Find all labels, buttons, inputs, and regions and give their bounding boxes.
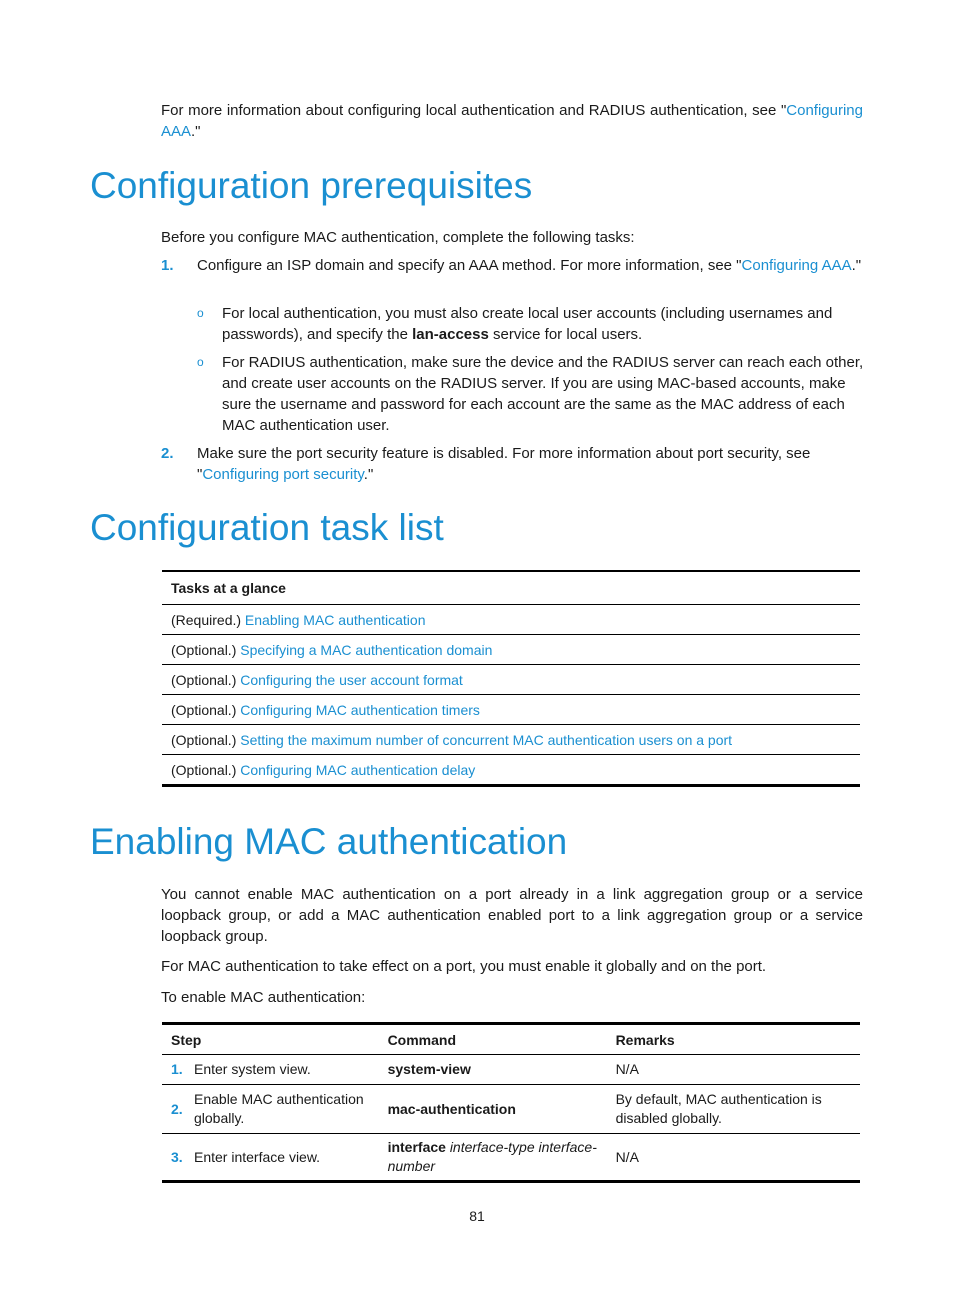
- sub-item-local-end: service for local users.: [488, 326, 643, 343]
- header-step: Step: [162, 1024, 379, 1055]
- table-row: [162, 1085, 860, 1134]
- step-description: Enter system view.: [185, 1055, 379, 1085]
- configuring-aaa-link[interactable]: Configuring AAA: [161, 102, 863, 140]
- step-command: [379, 1055, 607, 1085]
- bullet-icon: o: [197, 306, 204, 320]
- step-number: 3.: [171, 1148, 183, 1165]
- bullet-icon: o: [197, 355, 204, 369]
- task-link-user-account-format[interactable]: Configuring the user account format: [240, 671, 463, 688]
- task-list-table: [162, 570, 860, 787]
- list-number-1: 1.: [161, 257, 174, 274]
- enable-para-3: To enable MAC authentication:: [161, 989, 366, 1006]
- step-remarks: By default, MAC authentication is disabled globally.: [607, 1085, 860, 1134]
- list-item-1-text: Configure an ISP domain and specify an AAA method. For more information, see ": [197, 257, 742, 274]
- sub-item-radius-auth: For RADIUS authentication, make sure the device and the RADIUS server can reach each other, and create user accounts on the RADIUS server. If you are using MAC-based accounts, make sure the username and password for each account are the same as the MAC address of each MAC authentication user.: [222, 354, 864, 434]
- task-prefix: (Optional.): [171, 731, 241, 748]
- list-item-2-text: Make sure the port security feature is disabled. For more information about port security, see ": [197, 445, 811, 483]
- heading-configuration-prerequisites: Configuration prerequisites: [90, 165, 533, 206]
- table-row: [162, 635, 860, 665]
- step-command: [379, 1085, 607, 1134]
- task-link-max-users[interactable]: Setting the maximum number of concurrent MAC authentication users on a port: [240, 731, 733, 748]
- command-keyword: mac-authentication: [387, 1100, 516, 1117]
- task-prefix: (Required.): [171, 611, 245, 628]
- step-remarks: N/A: [607, 1055, 860, 1085]
- task-link-timers[interactable]: Configuring MAC authentication timers: [240, 701, 480, 718]
- intro-text-end: .": [191, 123, 201, 140]
- table-row: [162, 1134, 860, 1182]
- enable-para-1: You cannot enable MAC authentication on a port already in a link aggregation group or a service loopback group, or add a MAC authentication enabled port to a link aggregation group or a service loopback group.: [161, 886, 863, 945]
- list-item-2: [197, 443, 863, 485]
- table-row: [162, 755, 860, 786]
- sub-item-local-text: For local authentication, you must also create local user accounts (including usernames and passwords), and specify the: [222, 305, 833, 343]
- step-description: Enter interface view.: [194, 1148, 321, 1165]
- header-command: Command: [379, 1024, 607, 1055]
- table-row: [162, 1055, 860, 1085]
- table-row: [162, 665, 860, 695]
- step-remarks: N/A: [615, 1148, 639, 1165]
- table-row: [162, 605, 860, 635]
- enable-steps-table: [162, 1022, 860, 1183]
- heading-enabling-mac-authentication: Enabling MAC authentication: [90, 821, 568, 862]
- command-keyword: interface: [387, 1139, 446, 1155]
- page-number: 81: [469, 1208, 485, 1224]
- enable-para-2: For MAC authentication to take effect on a port, you must enable it globally and on the port.: [161, 958, 767, 975]
- sub-item-local-auth: [222, 303, 864, 345]
- list-item-1: [197, 255, 863, 276]
- tasks-header: Tasks at a glance: [162, 571, 860, 605]
- task-prefix: (Optional.): [171, 641, 241, 658]
- task-prefix: (Optional.): [171, 671, 241, 688]
- list-item-2-end: .": [363, 466, 374, 483]
- prereq-lead: Before you configure MAC authentication, complete the following tasks:: [161, 229, 635, 246]
- task-link-auth-delay[interactable]: Configuring MAC authentication delay: [240, 761, 476, 778]
- intro-paragraph: [161, 100, 863, 142]
- task-prefix: (Optional.): [171, 761, 241, 778]
- configuring-aaa-link-2[interactable]: Configuring AAA: [741, 257, 852, 274]
- step-number: 1.: [162, 1055, 185, 1085]
- step-description: Enable MAC authentication globally.: [185, 1085, 379, 1134]
- lan-access-keyword: lan-access: [412, 326, 489, 343]
- task-link-auth-domain[interactable]: Specifying a MAC authentication domain: [240, 641, 493, 658]
- list-item-1-end: .": [851, 257, 862, 274]
- command-argument: interface-type interface-number: [387, 1139, 597, 1174]
- step-number: 2.: [162, 1085, 185, 1134]
- table-row: [162, 725, 860, 755]
- list-number-2: 2.: [161, 445, 174, 462]
- heading-configuration-task-list: Configuration task list: [90, 507, 444, 548]
- step-command: [379, 1134, 607, 1182]
- table-row: [162, 695, 860, 725]
- command-keyword: system-view: [387, 1061, 471, 1077]
- intro-text: For more information about configuring local authentication and RADIUS authentication, see ": [161, 102, 787, 119]
- configuring-port-security-link[interactable]: Configuring port security: [202, 466, 364, 483]
- task-link-enabling-mac-auth[interactable]: Enabling MAC authentication: [244, 611, 426, 628]
- header-remarks: Remarks: [607, 1024, 860, 1055]
- task-prefix: (Optional.): [171, 701, 241, 718]
